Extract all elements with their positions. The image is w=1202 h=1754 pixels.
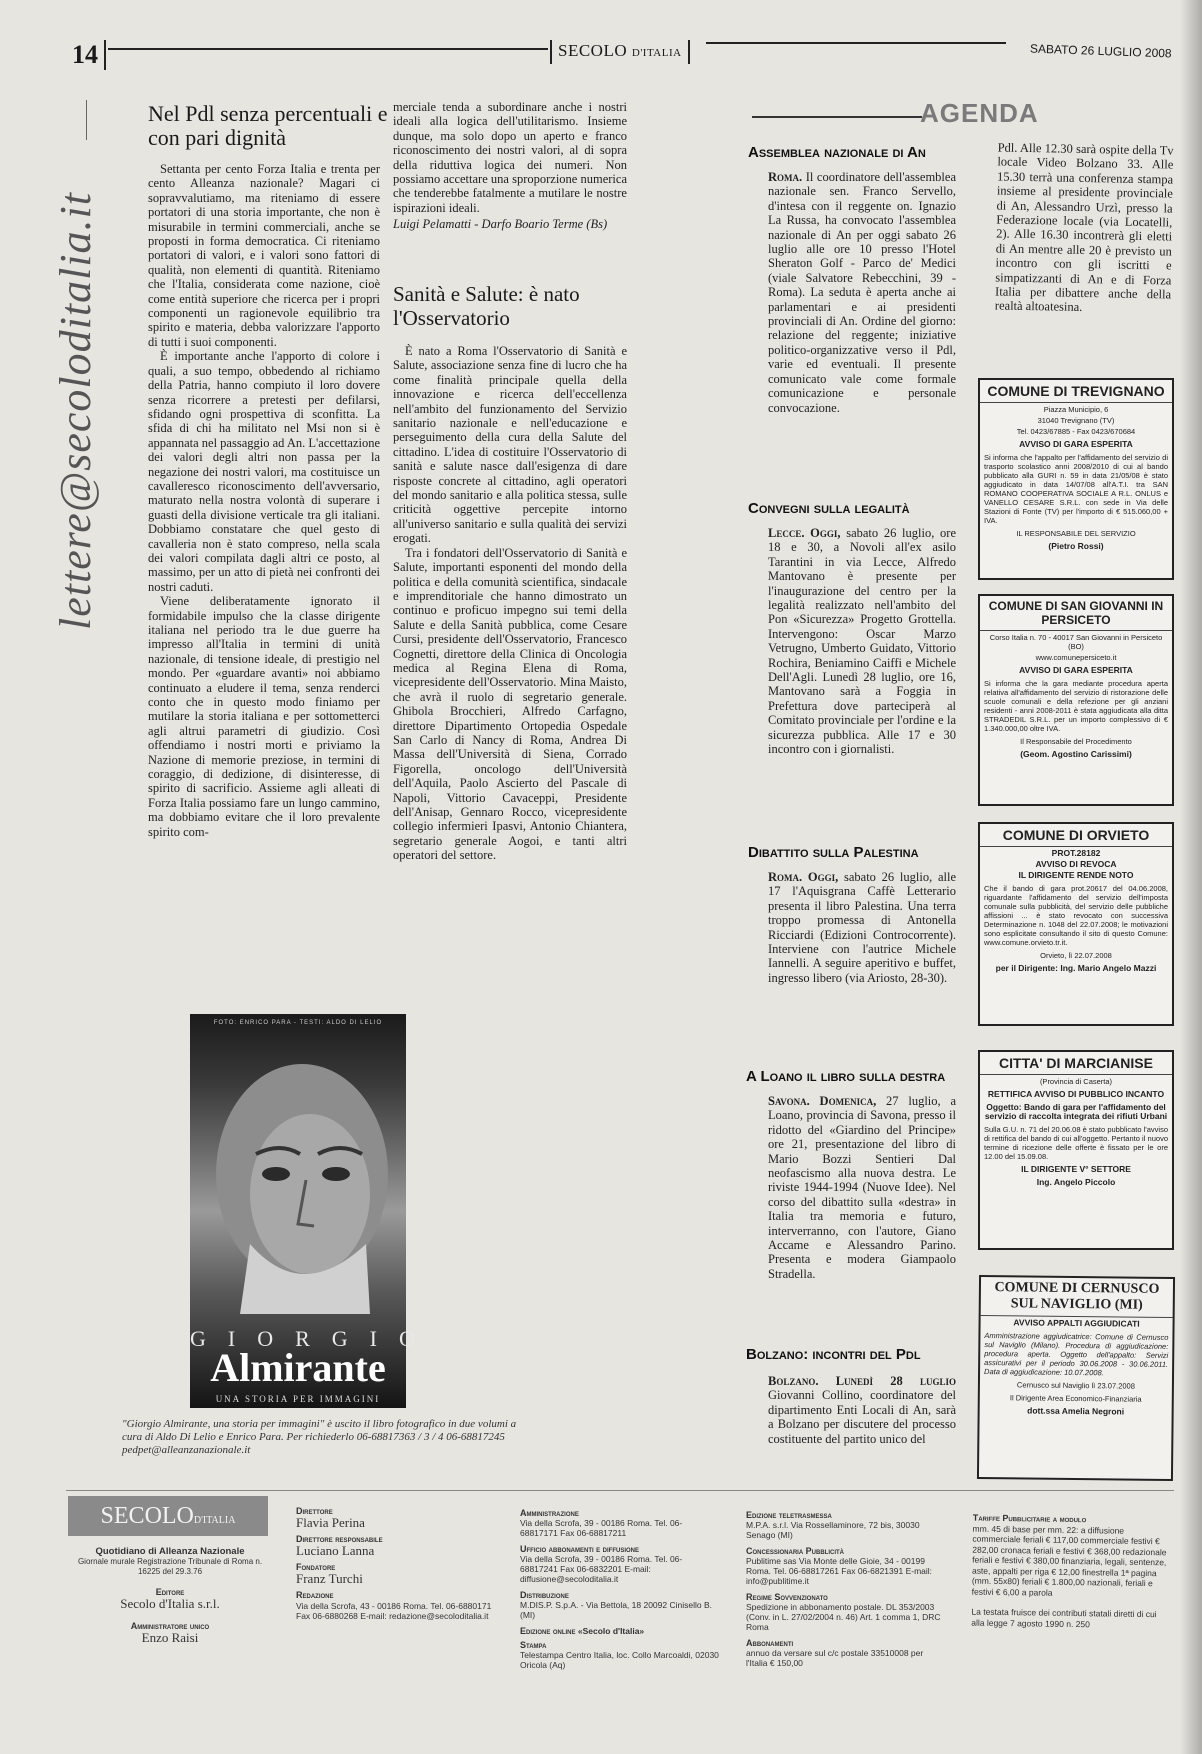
footer-value: M.P.A. s.r.l. Via Rossellaminore, 72 bis, 30030 Senago (MI) xyxy=(746,1520,920,1540)
notice-line: AVVISO DI REVOCA xyxy=(1035,859,1117,869)
notice-line: Si informa che l'appalto per l'affidamento del servizio di trasporto scolastico anni 2008/2010 di cui al bando pubblicato alla GURI n. 59 in data 21/05/08 è stato aggiudicato in data 14/07/08 all'A.T.I. tra SAN ROMANO COOPERATIVA SOCIALE A R.L. ONLUS e VANELLO CESARE S.R.L. con sede in Via delle Stazioni di Fonte (TV) per l'importo di € 515.060,00 + IVA. xyxy=(984,453,1168,525)
portrait-eye-left xyxy=(262,1167,290,1181)
agenda-rule xyxy=(752,116,922,118)
notice-line: IL RESPONSABILE DEL SERVIZIO xyxy=(1016,529,1136,538)
footer-logo-title: SECOLO xyxy=(100,1503,194,1529)
notice-line: AVVISO APPALTI AGGIUDICATI xyxy=(1013,1317,1140,1329)
notice-line: PROT.28182 xyxy=(1051,848,1101,858)
side-banner-email: lettere@secoloditalia.it xyxy=(51,192,100,630)
agenda-item xyxy=(768,526,956,798)
page-edge-shadow xyxy=(1180,0,1202,1754)
portrait-icon xyxy=(190,1054,406,1314)
notice-line: Orvieto, lì 22.07.2008 xyxy=(1040,951,1112,960)
agenda-heading: Convegni sulla legalità xyxy=(748,500,910,517)
agenda-place: Savona. Domenica, xyxy=(768,1094,877,1108)
agenda-place: Lecce. Oggi, xyxy=(768,526,841,540)
letter1-title: Nel Pdl senza percentuali e con pari dignità xyxy=(148,101,388,150)
book-cover-title: Almirante xyxy=(210,1345,386,1390)
notice-title: CITTA' DI MARCIANISE xyxy=(980,1052,1172,1075)
footer-col-4 xyxy=(746,1510,946,1668)
notice-line: Cernusco sul Naviglio lì 23.07.2008 xyxy=(1016,1380,1135,1391)
notice-line: Si informa che la gara mediante procedura aperta relativa all'affidamento del servizio di ristorazione delle scuole comunali e della refezione per gli anziani residenti - anni 2008-2011 è stata aggiudicata alla ditta STRADEDIL S.R.L. per un importo complessivo di € 1.340.000,00 oltre IVA. xyxy=(984,679,1168,733)
footer-label: Amministratore unico xyxy=(130,1621,210,1631)
agenda-item-text xyxy=(768,170,956,415)
agenda-item xyxy=(768,1094,956,1314)
page-date: SABATO 26 LUGLIO 2008 xyxy=(1029,41,1172,61)
masthead-title: SECOLO xyxy=(558,41,628,60)
agenda-heading: Dibattito sulla Palestina xyxy=(748,844,919,861)
masthead xyxy=(550,40,690,64)
footer-value: mm. 45 di base per mm. 22: a diffusione commerciale feriali € 117,00 commerciale festivi € 282,00 cronaca feriali e festivi € 368,00 redazionale feriali e festivi € 380,00 finanziaria, legali, sentenze, aste, appalti per riga € 12,00 finestrella 1ª pagina (mm. 55x80) feriali € 1.800,00 nazionali, feriali e festivi € 6,00 a parola xyxy=(971,1523,1167,1598)
footer-label: Editore xyxy=(155,1587,185,1597)
book-cover xyxy=(190,1014,437,1408)
footer-label: Ufficio abbonamenti e diffusione xyxy=(520,1544,639,1554)
agenda-title: AGENDA xyxy=(920,98,1039,128)
notice-line: per il Dirigente: Ing. Mario Angelo Mazzi xyxy=(995,963,1157,973)
notice-line: dott.ssa Amelia Negroni xyxy=(1027,1405,1125,1417)
letter2-title: Sanità e Salute: è nato l'Osservatorio xyxy=(393,282,580,330)
footer-rule xyxy=(66,1490,1174,1491)
footer-value: Flavia Perina xyxy=(296,1515,365,1530)
agenda-heading: A Loano il libro sulla destra xyxy=(746,1068,946,1085)
footer-value: annuo da versare sul c/c postale 33510008 per l'Italia € 150,00 xyxy=(746,1648,924,1668)
header-rule-right xyxy=(706,42,1006,44)
footer-label: Redazione xyxy=(296,1590,334,1600)
footer-col-5 xyxy=(971,1513,1173,1631)
footer-label: Regime Sovvenzionato xyxy=(746,1592,828,1602)
portrait-eye-right xyxy=(322,1167,350,1181)
notice-line: Oggetto: Bando di gara per l'affidamento del servizio di raccolta integrata dei rifiuti Urbani xyxy=(984,1102,1168,1121)
footer-label: Tariffe Pubblicitarie a modulo xyxy=(972,1512,1087,1525)
notice-line: RETTIFICA AVVISO DI PUBBLICO INCANTO xyxy=(987,1089,1165,1099)
agenda-item-text xyxy=(768,1374,956,1446)
notice-line: Amministrazione aggiudicatrice: Comune di Cernusco sul Naviglio (Milano). Procedura di aggiudicazione: procedura aperta. Oggetto dell'appalto: Servizi assicurativi per il periodo 30.06.2008 - 30.06.2011. Data di aggiudicazione: 10.07.2008. xyxy=(984,1331,1169,1378)
agenda-body: sabato 26 luglio, ore 18 e 30, a Novoli all'ex asilo Tarantini in via Lecce, Alfredo Mantovano è presente per l'inaugurazione del centro per la legalità realizzato nell'ambito del Pon «Sicurezza» Progetto Grottella. Intervengono: Oscar Marzo Vetrugno, Umberto Guidato, Vittorio Rochira, Beniamino Caiffi e Michele Dell'Agli. Lunedì 28 luglio, ore 16, Mantovano sarà a Foggia in Prefettura dove parteciperà al Comitato provinciale per l'ordine e la sicurezza pubblica. Alle 17 e 30 incontro con i giornalisti. xyxy=(768,526,956,757)
notice-cernusco xyxy=(977,1275,1175,1481)
footer-value: Secolo d'Italia s.r.l. xyxy=(120,1596,220,1611)
notice-title: COMUNE DI CERNUSCO SUL NAVIGLIO (MI) xyxy=(981,1277,1173,1318)
footer-value: La testata fruisce dei contributi statali diretti di cui alla legge 7 agosto 1990 n. 250 xyxy=(971,1606,1157,1629)
notice-trevignano xyxy=(978,378,1174,580)
letter2-paragraph: Tra i fondatori dell'Osservatorio di Sanità e Salute, importanti esponenti del mondo della politica e della comunità scientifica, sindacale e imprenditoriale che hanno dimostrato un continuo e proficuo impegno sui temi della Salute e della Sanità pubblica, come Cesare Cursi, presidente dell'Osservatorio, Francesco Cognetti, direttore della Clinica di Oncologia medica al Regina Elena di Roma, vicepresidente dell'Osservatorio. Mina Maisto, che avrà il ruolo di segretario generale. Ghibola Brocchieri, Alfredo Carfagno, direttore Dipartimento Ortopedia Ospedale San Carlo di Nancy di Roma, Andrea Di Massa dell'Università di Siena, Corrado Figorella, oncologo dell'Università dell'Aquila, Paolo Ascierto del Pascale di Napoli, Vittorio Cavaceppi, Presidente dell'Anisap, Gennaro Rocco, vicepresidente collegio infermieri Ipasvi, Antonio Chiantera, segretario generale Aogoi, e tanti altri operatori del settore. xyxy=(393,545,627,863)
footer-registration: Giornale murale Registrazione Tribunale di Roma n. 16225 del 29.3.76 xyxy=(77,1557,263,1576)
masthead-suffix: D'ITALIA xyxy=(631,47,682,59)
header-rule-left xyxy=(108,48,548,50)
page-number: 14 xyxy=(72,40,106,70)
notice-line: Tel. 0423/67885 - Fax 0423/670684 xyxy=(1016,427,1136,436)
notice-title: COMUNE DI SAN GIOVANNI IN PERSICETO xyxy=(980,596,1172,631)
book-caption: "Giorgio Almirante, una storia per immagini" è uscito il libro fotografico in due volumi a cura di Aldo Di Lelio e Enrico Para. Per richiederlo 06-68817363 / 3 / 4 06-68817245 pedpet@alleanzanazionale.it xyxy=(122,1418,517,1456)
footer-label: Edizione online xyxy=(520,1626,576,1636)
agenda-body: 27 luglio, a Loano, provincia di Savona, presso il ridotto del «Giardino del Principe» ore 21, presentazione del libro di Mario Bozzi Sentieri Dal neofascismo alla nuova destra. Le riviste 1944-1994 (Nuove Idee). Nel corso del dibattito sulla «destra» in Italia tra memoria e futuro, interverranno, con l'autore, Giano Accame e Alessandro Parino. Presenta e modera Giampaolo Stradella. xyxy=(768,1094,957,1281)
notice-marcianise xyxy=(978,1050,1174,1250)
footer-line xyxy=(520,1626,720,1636)
letter1-paragraph: Viene deliberatamente ignorato il formidabile impulso che la classe dirigente italiana nel periodo tra le due guerre ha impresso all'Italia in termini di unità nazionale, di tensione ideale, di prestigio nel mondo. Per «guardare avanti» noi abbiamo continuato a eludere il tema, senza renderci conto che in questo modo finiamo per mutilare la storia italiana e per sottometterci agli altrui parametri di giudizio. Così offendiamo i nostri morti e priviamo la Nazione di memorie preziose, in termini di coraggio, di dedizione, di disinteresse, di spirito di sacrificio. Assieme agli alleati di Forza Italia possiamo fare un lungo cammino, ma dobbiamo evitare che il loro prevalente spirito com- xyxy=(148,594,380,839)
notice-line: IL DIRIGENTE V° SETTORE xyxy=(1021,1164,1131,1174)
notice-line: (Geom. Agostino Carissimi) xyxy=(1020,749,1132,759)
agenda-heading: Bolzano: incontri del Pdl xyxy=(746,1346,921,1363)
agenda-body: Giovanni Collino, coordinatore del dipartimento Enti Locali di An, sarà a Bolzano per discutere del processo costituente del partito unico del xyxy=(768,1388,956,1446)
letter2-paragraph: È nato a Roma l'Osservatorio di Sanità e Salute, associazione senza fine di lucro che ha come finalità principale quella della innovazione e ricerca dell'eccellenza nell'ambito del funzionamento del Servizio sanitario nazionale e nell'educazione e perseguimento della cura della Salute del cittadino. L'idea di costituire l'Osservatorio di sanità e salute nasce dall'esigenza di dare risposte concrete al cittadino, agli operatori del mondo sanitario e alla politica stessa, sulle criticità oggettive percepite intorno all'universo sanitario e sulla qualità dei servizi erogati. xyxy=(393,344,627,546)
notice-line: Il Dirigente Area Economico-Finanziaria xyxy=(1009,1393,1142,1404)
footer-value: Franz Turchi xyxy=(296,1571,363,1586)
agenda-heading: Assemblea nazionale di An xyxy=(748,144,926,161)
notice-line: www.comunepersiceto.it xyxy=(1035,653,1117,662)
side-banner-rule xyxy=(86,100,87,140)
letter1-continuation xyxy=(393,100,627,232)
footer-label: Direttore responsabile xyxy=(296,1534,383,1544)
footer-value: «Secolo d'Italia» xyxy=(577,1626,645,1636)
footer-label: Distribuzione xyxy=(520,1590,569,1600)
letter1-continuation-text: merciale tenda a subordinare anche i nostri ideali alla logica dell'utilitarismo. Insieme dunque, ma solo dopo un aperto e franco riconoscimento dei nostri valori, al di sopra della riduttiva logica dei numeri. Non possiamo accettare una sproporzione numerica che tenderebbe fatalmente a mutilare le nostre ispirazioni ideali. xyxy=(393,100,627,215)
portrait-face-shade xyxy=(250,1114,370,1274)
footer-value: Via della Scrofa, 39 - 00186 Roma. Tel. 06-68817171 Fax 06-68817211 xyxy=(520,1518,683,1538)
agenda-item-text xyxy=(768,526,956,757)
agenda-item-text xyxy=(768,870,956,985)
letter1-paragraph: È importante anche l'apporto di colore i quali, a suo tempo, obbedendo al richiamo della Patria, hanno compiuto il loro dovere senza ricorrere a pretesti per defilarsi, sfidando ogni prospettiva di sconfitta. La sfida di chi ha militato nel Msi non si è appannata nel passaggio ad An. L'accettazione dei valori degli altri non passa per la negazione dei nostri valori, ma costituisce un cavalleresco riconoscimento dell'avversario, maturato nella nostra volontà di superare i guasti della divisione verticale tra gli italiani. Dobbiamo constatare che quel gesto di cavalleria non è stato compreso, nella scala dei valori compilata dagli altri ce posto, al massimo, per un atto di pietà nei confronti dei nostri caduti. xyxy=(148,349,381,594)
footer-label: Concessionaria Pubblicità xyxy=(746,1546,845,1556)
book-cover-top-text: FOTO: ENRICO PARA - TESTI: ALDO DI LELIO xyxy=(213,1020,383,1026)
footer-label: Amministrazione xyxy=(520,1508,579,1518)
notice-line: Sulla G.U. n. 71 del 20.06.08 è stato pubblicato l'avviso di rettifica del bando di cui all'oggetto. Pertanto il nuovo termine di ricezione delle offerte è fissato per le ore 12.00 del 15.09.08. xyxy=(984,1125,1168,1161)
letter1-body xyxy=(148,162,380,1022)
agenda-item-text xyxy=(768,1094,956,1281)
notice-line: AVVISO DI GARA ESPERITA xyxy=(1019,665,1133,675)
notice-line: Il Responsabile del Procedimento xyxy=(1020,737,1132,746)
notice-title: COMUNE DI TREVIGNANO xyxy=(980,380,1172,403)
footer-tagline: Quotidiano di Alleanza Nazionale xyxy=(95,1546,245,1557)
letter2-body xyxy=(393,344,627,1024)
notice-line: (Provincia di Caserta) xyxy=(1039,1077,1113,1086)
notice-san-giovanni xyxy=(978,594,1174,806)
notice-line: 31040 Trevignano (TV) xyxy=(1037,416,1115,425)
agenda-place: Bolzano. Lunedì 28 luglio xyxy=(768,1374,956,1388)
footer-label: Fondatore xyxy=(296,1562,336,1572)
book-cover-first-name: GIORGIO xyxy=(190,1326,437,1351)
footer-value: Luciano Lanna xyxy=(296,1543,375,1558)
footer-logo xyxy=(68,1496,268,1536)
notice-line: Piazza Municipio, 6 xyxy=(1043,405,1109,414)
footer-col-2 xyxy=(296,1506,496,1621)
agenda-item xyxy=(768,170,956,454)
notice-line: AVVISO DI GARA ESPERITA xyxy=(1019,439,1133,449)
footer-value: M.DIS.P. S.p.A. - Via Bettola, 18 20092 Cinisello B. (MI) xyxy=(520,1600,712,1620)
agenda-place: Roma. Oggi, xyxy=(768,870,839,884)
notice-line: Ing. Angelo Piccolo xyxy=(1036,1177,1116,1187)
notice-line: Corso Italia n. 70 - 40017 San Giovanni in Persiceto (BO) xyxy=(989,633,1163,651)
agenda-place: Roma. xyxy=(768,170,803,184)
notice-title: COMUNE DI ORVIETO xyxy=(980,824,1172,847)
notice-line: (Pietro Rossi) xyxy=(1048,541,1104,551)
letter1-signature: Luigi Pelamatti - Darfo Boario Terme (Bs) xyxy=(393,217,608,232)
footer-value: Via della Scrofa, 39 - 00186 Roma. Tel. 06-68817241 Fax 06-6832201 E-mail: diffusione@secoloditalia.it xyxy=(520,1554,683,1584)
footer-value: Telestampa Centro Italia, loc. Collo Marcoaldi, 02030 Oricola (Aq) xyxy=(520,1650,719,1670)
agenda-body: Il coordinatore dell'assemblea nazionale sen. Franco Servello, d'intesa con il reggente on. Ignazio La Russa, ha convocato l'assemblea nazionale di An per oggi sabato 26 luglio alle ore 10 presso l'Hotel Sheraton Golf - Parco de' Medici (viale Salvatore Rebecchini, 39 - Roma). La seduta è aperta anche ai parlamentari e ai presidenti provinciali di An. Ordine del giorno: relazione del reggente; iniziative politico-organizzative verso il Pdl, varie ed eventuali. Il presente comunicato vale come formale comunicazione e personale convocazione. xyxy=(768,170,956,415)
footer-label: Edizione teletrasmessa xyxy=(746,1510,832,1520)
agenda-continuation: Pdl. Alle 12.30 sarà ospite della Tv locale Video Bolzano 33. Alle 15.30 terrà una conferenza stampa insieme al presidente provinciale di An, Alessandro Urzì, presso la Federazione locale (via Locatelli, 2). Alle 16.30 incontrerà gli eletti di An mentre alle 20 è previsto un incontro con gli iscritti e simpatizzanti di An e di Forza Italia per dibattere anche della realtà altoatesina. xyxy=(994,140,1174,315)
book-cover-subtitle: UNA STORIA PER IMMAGINI xyxy=(215,1394,381,1404)
footer-logo-suffix: D'ITALIA xyxy=(193,1515,236,1526)
notice-line: Che il bando di gara prot.20617 del 04.06.2008, riguardante l'affidamento del servizio dell'imposta comunale sulla pubblicità, del servizio delle pubbliche affissioni ... è stato revocato con successiva Determinazione n. 1048 del 22.07.2008; le motivazioni sono esplicitate consultando il sito di questo Comune: www.comune.orvieto.tr.it. xyxy=(984,884,1168,947)
notice-line: IL DIRIGENTE RENDE NOTO xyxy=(1018,870,1134,880)
notice-orvieto xyxy=(978,822,1174,1026)
letter1-paragraph: Settanta per cento Forza Italia e trenta per cento Alleanza nazionale? Magari ci sopravvalutiamo, ma riteniamo di essere portatori di una storia importante, che non è misurabile in termini commerciali, anche se proposti in forma democratica. Ci riteniamo portatori di valori, e i valori sono fattori di qualità, non elementi di quantità. Riteniamo che l'Italia, considerata come nazione, cioè come entità superiore che ricerca per i propri componenti un ragionevole equilibrio tra spirito e materia, debba valorizzare l'apporto di tutti i suoi componenti. xyxy=(148,162,380,349)
footer-label: Stampa xyxy=(520,1640,547,1650)
footer-value: Enzo Raisi xyxy=(141,1630,199,1645)
agenda-item xyxy=(768,870,956,1056)
footer-value: Via della Scrofa, 43 - 00186 Roma. Tel. 06-6880171 Fax 06-6880268 E-mail: redazione@secoloditalia.it xyxy=(296,1601,492,1621)
footer-label: Direttore xyxy=(296,1506,333,1516)
footer-col-3 xyxy=(520,1508,720,1670)
footer-value: Spedizione in abbonamento postale. DL 353/2003 (Conv. in L. 27/02/2004 n. 46) Art. 1 comma 1, DRC Roma xyxy=(746,1602,941,1632)
footer-value: Publitime sas Via Monte delle Gioie, 34 - 00199 Roma. Tel. 06-68817261 Fax 06-6821391 E-mail: info@publitime.it xyxy=(746,1556,933,1586)
footer-col-1 xyxy=(70,1546,270,1643)
agenda-item xyxy=(768,1374,956,1466)
footer-label: Abbonamenti xyxy=(746,1638,794,1648)
agenda-body: sabato 26 luglio, alle 17 l'Aquisgrana Caffè Letterario presenta il libro Palestina. Una terra troppo promessa di Antonella Ricciardi (Edizioni Controcorrente). Interviene con l'autrice Michele Iannelli. A seguire aperitivo e buffet, ingresso libero (via Ariosto, 28-30). xyxy=(768,870,957,985)
